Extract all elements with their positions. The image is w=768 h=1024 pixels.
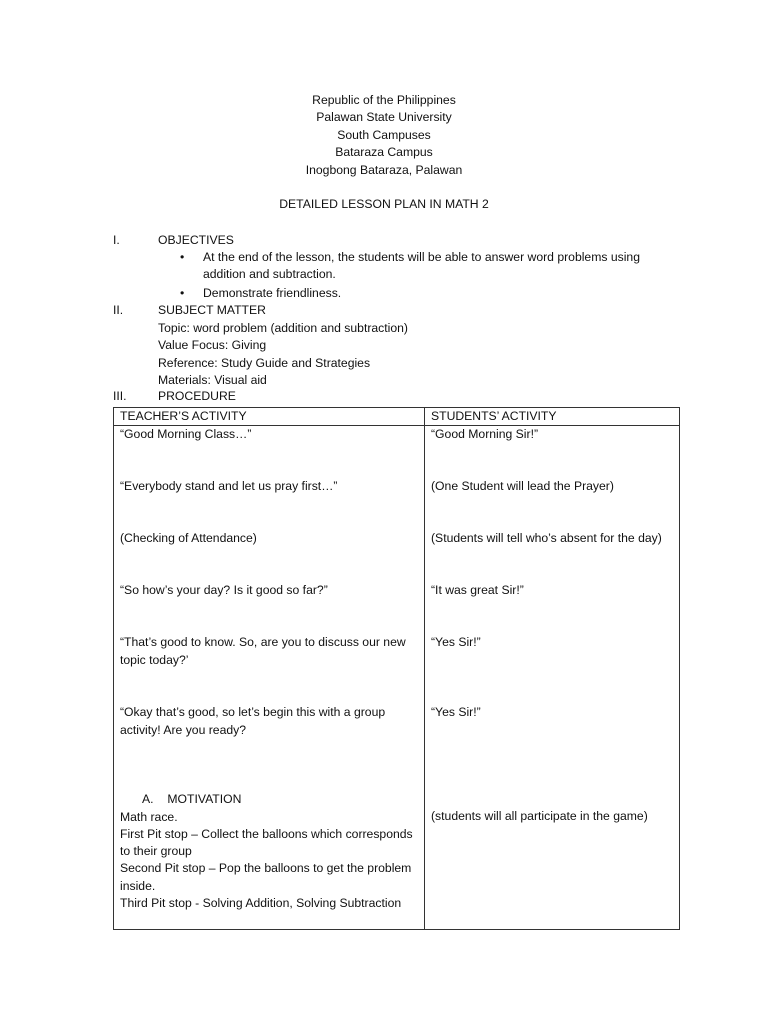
motivation-letter: A.: [142, 792, 154, 807]
teacher-line: “That’s good to know. So, are you to discuss our new topic today?’: [120, 635, 406, 667]
student-line: “Yes Sir!”: [431, 635, 481, 650]
table-row: [114, 426, 680, 930]
student-line: (One Student will lead the Prayer): [431, 479, 614, 494]
document-title: DETAILED LESSON PLAN IN MATH 2: [279, 197, 489, 211]
student-line: “Yes Sir!”: [431, 705, 481, 720]
objective-text: At the end of the lesson, the students will be able to answer word problems using addition and subtraction.: [203, 250, 640, 281]
section-number: III.: [113, 389, 127, 403]
subject-reference: Reference: Study Guide and Strategies: [158, 355, 371, 370]
section-label: SUBJECT MATTER: [158, 303, 266, 317]
list-item: [180, 249, 680, 283]
institution-header: [0, 92, 768, 179]
teacher-activity-header: TEACHER’S ACTIVITY: [114, 408, 425, 426]
list-item: [180, 285, 680, 302]
motivation-block: [120, 791, 418, 912]
motivation-line: First Pit stop – Collect the balloons which corresponds to their group: [120, 826, 413, 859]
objective-text: Demonstrate friendliness.: [203, 286, 342, 300]
subject-materials: Materials: Visual aid: [158, 372, 267, 387]
motivation-heading: [120, 791, 418, 808]
header-line: Republic of the Philippines: [312, 93, 456, 107]
section-number: I.: [113, 233, 120, 247]
subject-value-focus: Value Focus: Giving: [158, 338, 267, 353]
bullet-icon: •: [180, 250, 185, 264]
objectives-list: [180, 249, 680, 304]
header-line: South Campuses: [337, 127, 431, 142]
section-number: II.: [113, 303, 124, 317]
bullet-icon: •: [180, 286, 185, 300]
header-line: Bataraza Campus: [335, 145, 433, 160]
student-line: (students will all participate in the game): [431, 809, 648, 824]
subject-matter-details: [158, 320, 408, 389]
students-activity-header: STUDENTS’ ACTIVITY: [425, 408, 680, 426]
motivation-title: MOTIVATION: [167, 792, 242, 807]
header-line: Inogbong Bataraza, Palawan: [305, 162, 463, 177]
procedure-table: [113, 407, 680, 930]
motivation-line: Second Pit stop – Pop the balloons to get the problem inside.: [120, 861, 412, 893]
subject-topic: Topic: word problem (addition and subtraction): [158, 321, 408, 335]
motivation-line: Third Pit stop - Solving Addition, Solving Subtraction: [120, 896, 402, 911]
teacher-line: (Checking of Attendance): [120, 531, 257, 546]
header-line: Palawan State University: [316, 110, 452, 125]
teacher-line: “So how’s your day? Is it good so far?”: [120, 583, 328, 598]
teacher-line: “Good Morning Class…”: [120, 427, 252, 442]
student-line: (Students will tell who’s absent for the day): [431, 531, 662, 546]
teacher-line: “Everybody stand and let us pray first…”: [120, 479, 338, 494]
student-line: “Good Morning Sir!”: [431, 427, 539, 442]
teacher-activity-cell: [114, 426, 425, 930]
student-line: “It was great Sir!”: [431, 583, 524, 598]
table-header-row: [114, 408, 680, 426]
teacher-line: “Okay that’s good, so let’s begin this with a group activity! Are you ready?: [120, 705, 386, 737]
section-label: PROCEDURE: [158, 389, 236, 403]
motivation-line: Math race.: [120, 809, 178, 824]
students-activity-cell: [425, 426, 680, 930]
section-label: OBJECTIVES: [158, 233, 234, 247]
